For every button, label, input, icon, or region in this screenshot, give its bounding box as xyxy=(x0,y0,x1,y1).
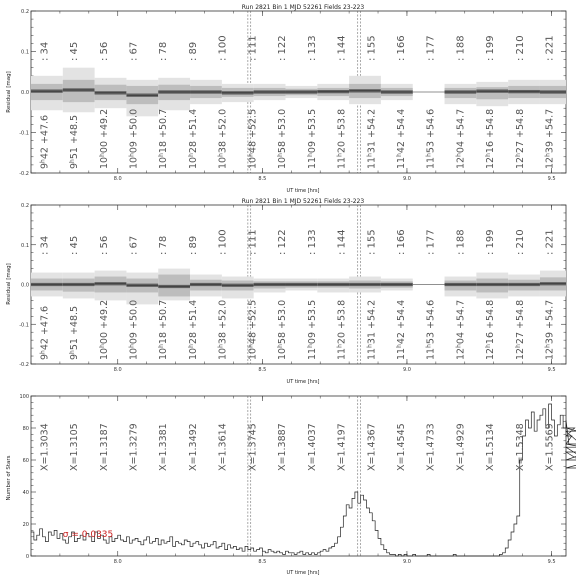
x-tick-label: 9.0 xyxy=(402,367,411,373)
x-tick-label: 9.5 xyxy=(547,367,556,373)
field-number-label: : 100 xyxy=(217,35,229,61)
airmass-label: X=1.4545 xyxy=(396,423,408,471)
ra-dec-label: $12^h39 +54.7$ xyxy=(544,108,556,169)
field-number-label: : 210 xyxy=(514,35,526,61)
x-axis-label: UT time [hrs] xyxy=(286,379,320,385)
field-number-label: : 210 xyxy=(514,229,526,255)
airmass-label: X=1.3492 xyxy=(187,423,199,471)
ra-dec-label: $10^h18 +50.7$ xyxy=(158,108,170,169)
field-number-label: : 67 xyxy=(128,235,140,255)
airmass-label: X=1.4929 xyxy=(455,423,467,471)
airmass-label: X=1.3614 xyxy=(217,423,229,471)
y-tick-label: 80 xyxy=(22,426,29,432)
field-number-label: : 34 xyxy=(39,41,51,61)
ra-dec-label: $10^h00 +49.2$ xyxy=(98,299,110,360)
ra-dec-label: $10^h38 +52.0$ xyxy=(217,108,229,169)
field-number-label: : 111 xyxy=(247,35,259,61)
field-number-label: : 188 xyxy=(455,229,467,255)
x-tick-label: 8.0 xyxy=(113,176,122,182)
ra-dec-label: $9^h42 +47.6$ xyxy=(39,305,51,360)
field-number-label: : 133 xyxy=(306,35,318,61)
ra-dec-label: $11^h09 +53.5$ xyxy=(306,299,318,360)
x-tick-label: 9.5 xyxy=(547,176,556,182)
y-tick-label: 0.1 xyxy=(21,49,29,56)
field-number-label: : 122 xyxy=(277,35,289,61)
ra-dec-label: $12^h27 +54.8$ xyxy=(514,108,526,169)
x-axis-label: UT time [hrs] xyxy=(286,570,320,576)
field-number-label: : 199 xyxy=(485,229,497,255)
x-tick-label: 8.5 xyxy=(258,559,267,565)
y-tick-label: 60 xyxy=(22,458,29,464)
ra-dec-label: $11^h31 +54.2$ xyxy=(366,108,378,169)
panel-title: Run 2821 Bin 1 MJD 52261 Fields 23-223 xyxy=(241,198,365,205)
field-number-label: : 155 xyxy=(366,229,378,255)
y-tick-label: 0.2 xyxy=(21,203,29,209)
y-axis-label: Residual [mag] xyxy=(6,263,12,305)
ra-dec-label: $10^h28 +51.4$ xyxy=(187,299,199,360)
ra-dec-label: $11^h53 +54.6$ xyxy=(425,299,437,360)
airmass-label: X=1.3745 xyxy=(247,423,259,471)
ra-dec-label: $10^h09 +50.0$ xyxy=(128,299,140,360)
field-number-label: : 221 xyxy=(544,229,556,255)
ra-dec-label: $9^h51 +48.5$ xyxy=(69,305,81,360)
field-number-label: : 89 xyxy=(187,41,199,61)
ra-dec-label: $12^h04 +54.7$ xyxy=(455,299,467,360)
y-tick-label: 0.2 xyxy=(21,9,29,15)
ra-dec-label: $11^h42 +54.4$ xyxy=(396,299,408,360)
y-tick-label: 20 xyxy=(22,522,29,528)
x-tick-label: 8.0 xyxy=(113,367,122,373)
airmass-label: X=1.3034 xyxy=(39,423,51,471)
field-number-label: : 89 xyxy=(187,235,199,255)
y-tick-label: 0.1 xyxy=(21,242,29,249)
x-axis-label: UT time [hrs] xyxy=(286,188,320,194)
x-tick-label: 8.5 xyxy=(258,176,267,182)
airmass-label: X=1.5348 xyxy=(514,423,526,471)
field-number-label: : 177 xyxy=(425,35,437,61)
ra-dec-label: $10^h09 +50.0$ xyxy=(128,108,140,169)
field-number-label: : 166 xyxy=(396,35,408,61)
airmass-label: X=1.3187 xyxy=(98,423,110,471)
ra-dec-label: $10^h58 +53.0$ xyxy=(277,299,289,360)
field-number-label: : 100 xyxy=(217,229,229,255)
field-number-label: : 111 xyxy=(247,229,259,255)
field-number-label: : 144 xyxy=(336,35,348,61)
ra-dec-label: $11^h42 +54.4$ xyxy=(396,108,408,169)
airmass-label: X=1.4197 xyxy=(336,423,348,471)
x-tick-label: 8.0 xyxy=(113,559,122,565)
ra-dec-label: $9^h42 +47.6$ xyxy=(39,114,51,169)
field-number-label: : 122 xyxy=(277,229,289,255)
ra-dec-label: $11^h09 +53.5$ xyxy=(306,108,318,169)
ra-dec-label: $9^h51 +48.5$ xyxy=(69,114,81,169)
y-axis-label: Number of Stars xyxy=(6,455,12,501)
ra-dec-label: $10^h48 +52.5$ xyxy=(247,108,259,169)
y-tick-label: 100 xyxy=(19,394,29,400)
field-number-label: : 67 xyxy=(128,41,140,61)
field-number-label: : 45 xyxy=(69,41,81,61)
field-number-label: : 199 xyxy=(485,35,497,61)
ra-dec-label: $11^h20 +53.8$ xyxy=(336,108,348,169)
field-number-label: : 34 xyxy=(39,235,51,255)
airmass-label: X=1.3381 xyxy=(158,423,170,471)
field-number-label: : 56 xyxy=(98,41,110,61)
y-tick-label: 0.0 xyxy=(21,90,29,96)
field-number-label: : 45 xyxy=(69,235,81,255)
field-number-label: : 155 xyxy=(366,35,378,61)
field-number-label: : 78 xyxy=(158,41,170,61)
y-tick-label: 0 xyxy=(25,554,29,560)
x-tick-label: 9.0 xyxy=(402,176,411,182)
ra-dec-label: $10^h00 +49.2$ xyxy=(98,108,110,169)
airmass-label: X=1.4367 xyxy=(366,423,378,471)
airmass-label: X=1.4733 xyxy=(425,423,437,471)
ra-dec-label: $10^h38 +52.0$ xyxy=(217,299,229,360)
panel-title: Run 2821 Bin 1 MJD 52261 Fields 23-223 xyxy=(241,4,365,11)
x-tick-label: 9.5 xyxy=(547,559,556,565)
airmass-label: X=1.3105 xyxy=(69,423,81,471)
y-tick-label: -0.2 xyxy=(19,362,29,368)
x-tick-label: 9.0 xyxy=(402,559,411,565)
airmass-label: X=1.4037 xyxy=(306,423,318,471)
airmass-label: X=1.5569 xyxy=(544,423,556,471)
field-number-label: : 166 xyxy=(396,229,408,255)
y-tick-label: -0.1 xyxy=(19,322,29,329)
field-number-label: : 144 xyxy=(336,229,348,255)
field-number-label: : 133 xyxy=(306,229,318,255)
field-number-label: : 56 xyxy=(98,235,110,255)
ra-dec-label: $10^h28 +51.4$ xyxy=(187,108,199,169)
residual-inner-band xyxy=(476,87,508,99)
ra-dec-label: $12^h16 +54.8$ xyxy=(485,108,497,169)
ra-dec-label: $12^h16 +54.8$ xyxy=(485,299,497,360)
y-tick-label: -0.1 xyxy=(19,130,29,137)
ra-dec-label: $12^h27 +54.8$ xyxy=(514,299,526,360)
ra-dec-label: $10^h18 +50.7$ xyxy=(158,299,170,360)
y-tick-label: 40 xyxy=(22,490,29,496)
y-tick-label: -0.2 xyxy=(19,171,29,177)
ra-dec-label: $12^h04 +54.7$ xyxy=(455,108,467,169)
x-tick-label: 8.5 xyxy=(258,367,267,373)
y-axis-label: Residual [mag] xyxy=(6,71,12,113)
airmass-label: X=1.3279 xyxy=(128,423,140,471)
field-number-label: : 188 xyxy=(455,35,467,61)
field-number-label: : 78 xyxy=(158,235,170,255)
ra-dec-label: $10^h58 +53.0$ xyxy=(277,108,289,169)
ra-dec-label: $11^h20 +53.8$ xyxy=(336,299,348,360)
ra-dec-label: $10^h48 +52.5$ xyxy=(247,299,259,360)
y-tick-label: 0.0 xyxy=(21,282,29,289)
airmass-label: X=1.3887 xyxy=(277,423,289,471)
field-number-label: : 177 xyxy=(425,229,437,255)
ra-dec-label: $11^h53 +54.6$ xyxy=(425,108,437,169)
field-number-label: : 221 xyxy=(544,35,556,61)
ra-dec-label: $11^h31 +54.2$ xyxy=(366,299,378,360)
ra-dec-label: $12^h39 +54.7$ xyxy=(544,299,556,360)
airmass-label: X=1.5134 xyxy=(485,423,497,471)
sigma-annotation: σ = 0.0335 xyxy=(62,529,114,540)
